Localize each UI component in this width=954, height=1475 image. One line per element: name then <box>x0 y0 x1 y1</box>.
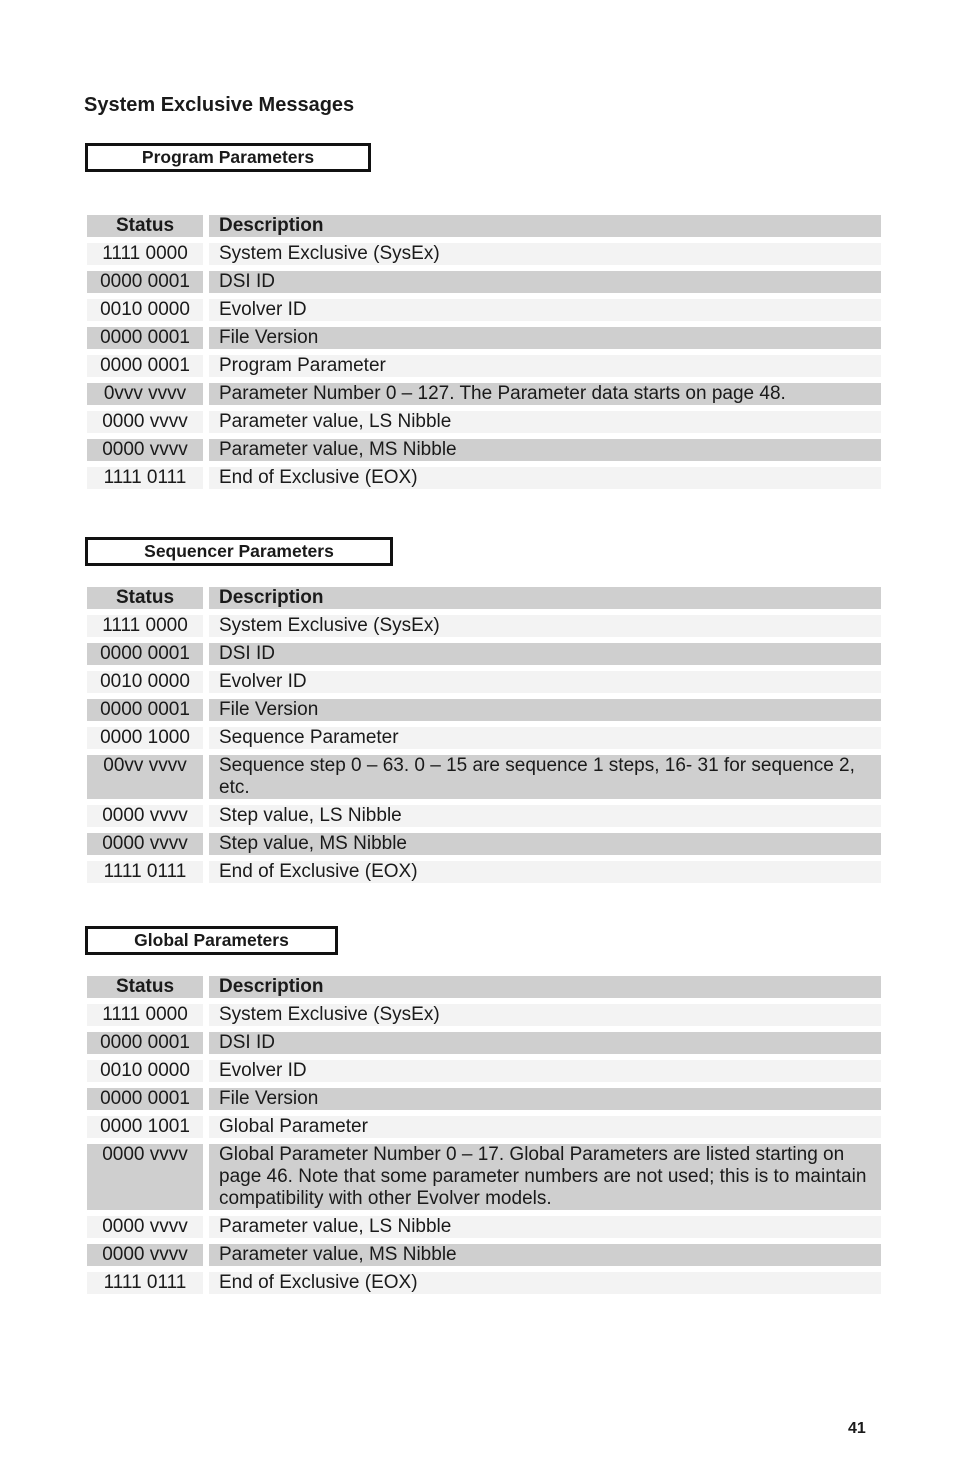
status-cell: 1111 0000 <box>87 615 203 637</box>
status-cell: 1111 0111 <box>87 861 203 883</box>
section-global-parameters <box>84 926 884 1300</box>
status-cell: 0000 vvvv <box>87 1216 203 1238</box>
description-cell: Parameter value, MS Nibble <box>209 1244 881 1266</box>
description-cell: File Version <box>209 1088 881 1110</box>
description-cell: Global Parameter <box>209 1116 881 1138</box>
table-row <box>87 1244 881 1266</box>
table-row <box>87 755 881 799</box>
table-row <box>87 615 881 637</box>
status-cell: 0000 0001 <box>87 327 203 349</box>
description-header: Description <box>209 215 881 237</box>
description-cell: DSI ID <box>209 1032 881 1054</box>
table-row <box>87 643 881 665</box>
table-row <box>87 411 881 433</box>
table-row <box>87 243 881 265</box>
page-title: System Exclusive Messages <box>84 94 355 116</box>
table-row <box>87 861 881 883</box>
table-row <box>87 271 881 293</box>
description-cell: Parameter value, LS Nibble <box>209 1216 881 1238</box>
status-cell: 1111 0000 <box>87 243 203 265</box>
table-row <box>87 383 881 405</box>
table-row <box>87 1144 881 1210</box>
status-cell: 1111 0000 <box>87 1004 203 1026</box>
description-cell: Step value, MS Nibble <box>209 833 881 855</box>
status-header: Status <box>87 587 203 609</box>
description-cell: End of Exclusive (EOX) <box>209 861 881 883</box>
table-row <box>87 1032 881 1054</box>
table-row <box>87 1060 881 1082</box>
sysex-table <box>81 209 887 495</box>
status-cell: 0000 1000 <box>87 727 203 749</box>
status-cell: 0000 vvvv <box>87 1244 203 1266</box>
table-row <box>87 327 881 349</box>
description-cell: Global Parameter Number 0 – 17. Global Parameters are listed starting on page 46. Note that some parameter numbers are not used; this is to maintain compatibility with other Evolver models. <box>209 1144 881 1210</box>
description-cell: Evolver ID <box>209 671 881 693</box>
description-cell: Step value, LS Nibble <box>209 805 881 827</box>
status-cell: 0000 0001 <box>87 355 203 377</box>
description-cell: Evolver ID <box>209 1060 881 1082</box>
status-cell: 0000 0001 <box>87 1088 203 1110</box>
description-cell: DSI ID <box>209 271 881 293</box>
table-row <box>87 355 881 377</box>
table-row <box>87 467 881 489</box>
status-cell: 0000 vvvv <box>87 805 203 827</box>
table-row <box>87 833 881 855</box>
section-label: Sequencer Parameters <box>85 537 393 566</box>
status-cell: 0000 0001 <box>87 1032 203 1054</box>
status-cell: 0vvv vvvv <box>87 383 203 405</box>
description-cell: DSI ID <box>209 643 881 665</box>
description-cell: System Exclusive (SysEx) <box>209 243 881 265</box>
table-header-row <box>87 587 881 609</box>
status-cell: 1111 0111 <box>87 1272 203 1294</box>
page-number: 41 <box>848 1420 866 1437</box>
status-cell: 0000 0001 <box>87 699 203 721</box>
description-cell: Sequence Parameter <box>209 727 881 749</box>
table-row <box>87 1088 881 1110</box>
status-cell: 00vv vvvv <box>87 755 203 799</box>
description-cell: End of Exclusive (EOX) <box>209 1272 881 1294</box>
status-cell: 0010 0000 <box>87 299 203 321</box>
section-program-parameters <box>84 143 884 495</box>
status-cell: 0000 1001 <box>87 1116 203 1138</box>
status-cell: 0000 0001 <box>87 643 203 665</box>
section-sequencer-parameters <box>84 537 884 889</box>
description-header: Description <box>209 976 881 998</box>
sysex-table <box>81 970 887 1300</box>
description-cell: System Exclusive (SysEx) <box>209 1004 881 1026</box>
table-row <box>87 439 881 461</box>
table-header-row <box>87 976 881 998</box>
description-cell: Evolver ID <box>209 299 881 321</box>
description-header: Description <box>209 587 881 609</box>
status-cell: 0000 vvvv <box>87 439 203 461</box>
table-row <box>87 1004 881 1026</box>
table-row <box>87 1272 881 1294</box>
table-row <box>87 1216 881 1238</box>
description-cell: File Version <box>209 699 881 721</box>
status-cell: 0000 vvvv <box>87 833 203 855</box>
table-header-row <box>87 215 881 237</box>
table-row <box>87 671 881 693</box>
description-cell: Parameter Number 0 – 127. The Parameter data starts on page 48. <box>209 383 881 405</box>
table-row <box>87 805 881 827</box>
table-row <box>87 299 881 321</box>
sysex-table <box>81 581 887 889</box>
description-cell: System Exclusive (SysEx) <box>209 615 881 637</box>
description-cell: Sequence step 0 – 63. 0 – 15 are sequence 1 steps, 16- 31 for sequence 2, etc. <box>209 755 881 799</box>
status-cell: 0000 0001 <box>87 271 203 293</box>
status-header: Status <box>87 976 203 998</box>
status-cell: 0000 vvvv <box>87 411 203 433</box>
section-label: Global Parameters <box>85 926 338 955</box>
status-cell: 0000 vvvv <box>87 1144 203 1210</box>
description-cell: Parameter value, MS Nibble <box>209 439 881 461</box>
table-row <box>87 1116 881 1138</box>
table-row <box>87 699 881 721</box>
section-label: Program Parameters <box>85 143 371 172</box>
status-header: Status <box>87 215 203 237</box>
description-cell: Parameter value, LS Nibble <box>209 411 881 433</box>
table-row <box>87 727 881 749</box>
status-cell: 0010 0000 <box>87 671 203 693</box>
status-cell: 0010 0000 <box>87 1060 203 1082</box>
description-cell: File Version <box>209 327 881 349</box>
description-cell: End of Exclusive (EOX) <box>209 467 881 489</box>
description-cell: Program Parameter <box>209 355 881 377</box>
status-cell: 1111 0111 <box>87 467 203 489</box>
